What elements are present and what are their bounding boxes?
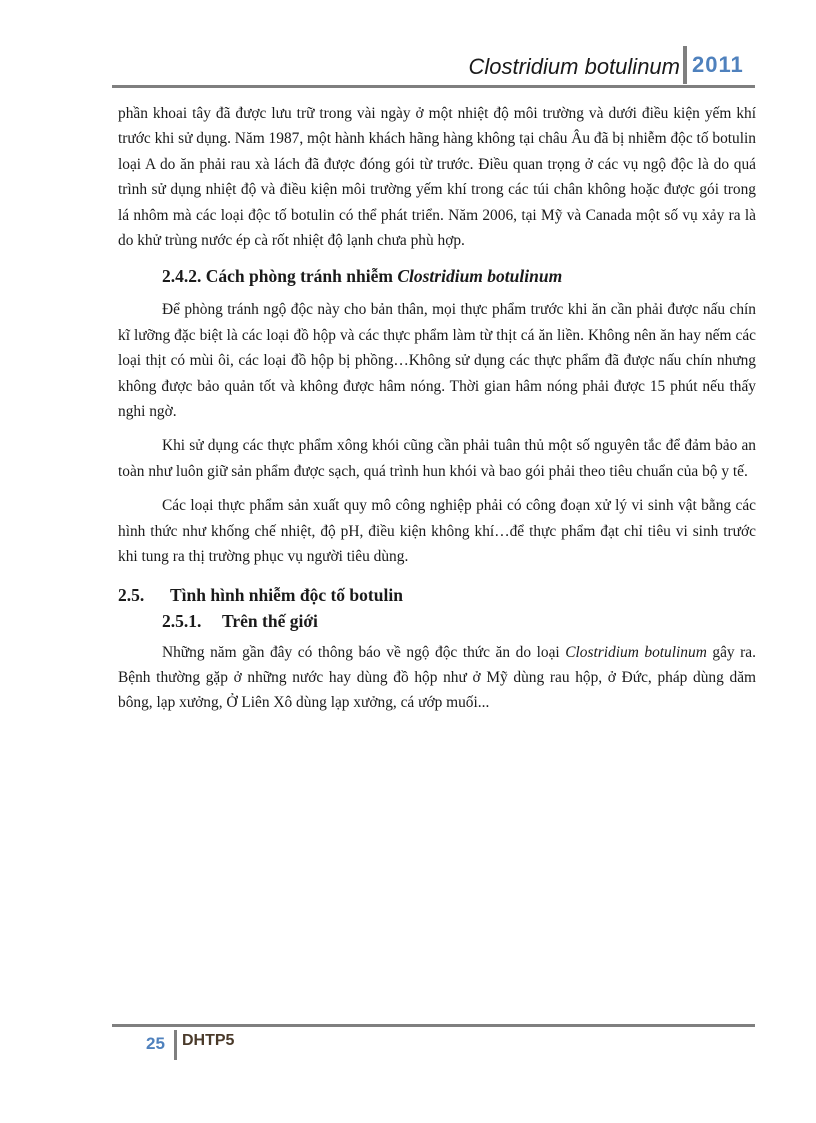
heading-2-5-number: 2.5. (118, 584, 145, 605)
page-header (112, 44, 755, 86)
paragraph-5-after: gây ra. Bệnh thường gặp ở những nước hay dùng đồ hộp như ở Mỹ dùng rau hộp, ở Đức, pháp dùng dăm bông, lạp xưởng, Ở Liên Xô dùng lạp xưởng, cá ướp muối... (118, 643, 756, 712)
paragraph-5-species: Clostridium botulinum (565, 643, 707, 661)
footer-separator (174, 1030, 177, 1060)
heading-2-5-1-title: Trên thế giới (222, 610, 318, 631)
header-separator (683, 46, 687, 84)
page-body (118, 101, 756, 716)
paragraph-3: Khi sử dụng các thực phẩm xông khói cũng cần phải tuân thủ một số nguyên tắc để đảm bảo an toàn như luôn giữ sản phẩm được sạch, quá trình hun khói và bao gói phải theo tiêu chuẩn của bộ y tế. (118, 437, 756, 480)
footer-rule (112, 1024, 755, 1027)
paragraph-5 (118, 640, 756, 716)
heading-2-5 (118, 582, 756, 608)
heading-2-5-1-number: 2.5.1. (162, 610, 202, 631)
paragraph-2: Để phòng tránh ngộ độc này cho bản thân, mọi thực phẩm trước khi ăn cần phải được nấu chín kĩ lưỡng đặc biệt là các loại đồ hộp và các thực phẩm làm từ thịt cá ăn liền. Không nên ăn hay nếm các loại thịt có mùi ôi, các loại đồ hộp bị phồng…Không sử dụng các thực phẩm đã được nấu chín nhưng không được bảo quản tốt và không được hâm nóng. Thời gian hâm nóng phải được 15 phút nếu thấy nghi ngờ. (118, 301, 756, 421)
heading-2-4-2-title: Cách phòng tránh nhiễm (205, 266, 393, 287)
page-number: 25 (146, 1034, 165, 1053)
footer-code: DHTP5 (182, 1032, 235, 1049)
heading-2-4-2-number: 2.4.2. (162, 266, 202, 287)
header-year: 2011 (692, 52, 744, 77)
header-rule (112, 85, 755, 88)
header-title: Clostridium botulinum (468, 54, 680, 79)
heading-2-4-2-species: Clostridium botulinum (397, 266, 563, 287)
heading-2-5-1 (118, 608, 756, 634)
heading-2-4-2 (118, 263, 756, 289)
paragraph-1: phần khoai tây đã được lưu trữ trong vài ngày ở một nhiệt độ môi trường và dưới điều kiện yếm khí trước khi sử dụng. Năm 1987, một hành khách hãng hàng không tại châu Âu đã bị nhiễm độc tố botulin loại A do ăn phải rau xà lách đã được đóng gói từ trước. Điều quan trọng ở các vụ ngộ độc là do quá trình sử dụng nhiệt độ và điều kiện môi trường yếm khí trong các túi chân không hoặc được gói trong lá nhôm mà các loại độc tố botulin có thể phát triển. Năm 2006, tại Mỹ và Canada một số vụ xảy ra là do khử trùng nước ép cà rốt nhiệt độ lạnh chưa phù hợp. (118, 105, 756, 250)
heading-2-5-title: Tình hình nhiễm độc tố botulin (170, 584, 403, 605)
paragraph-5-before: Những năm gần đây có thông báo về ngộ độc thức ăn do loại (162, 643, 560, 661)
paragraph-4: Các loại thực phẩm sản xuất quy mô công nghiệp phải có công đoạn xử lý vi sinh vật bằng các hình thức như khống chế nhiệt, độ pH, điều kiện không khí…để thực phẩm đạt chỉ tiêu vi sinh trước khi tung ra thị trường phục vụ người tiêu dùng. (118, 497, 756, 566)
